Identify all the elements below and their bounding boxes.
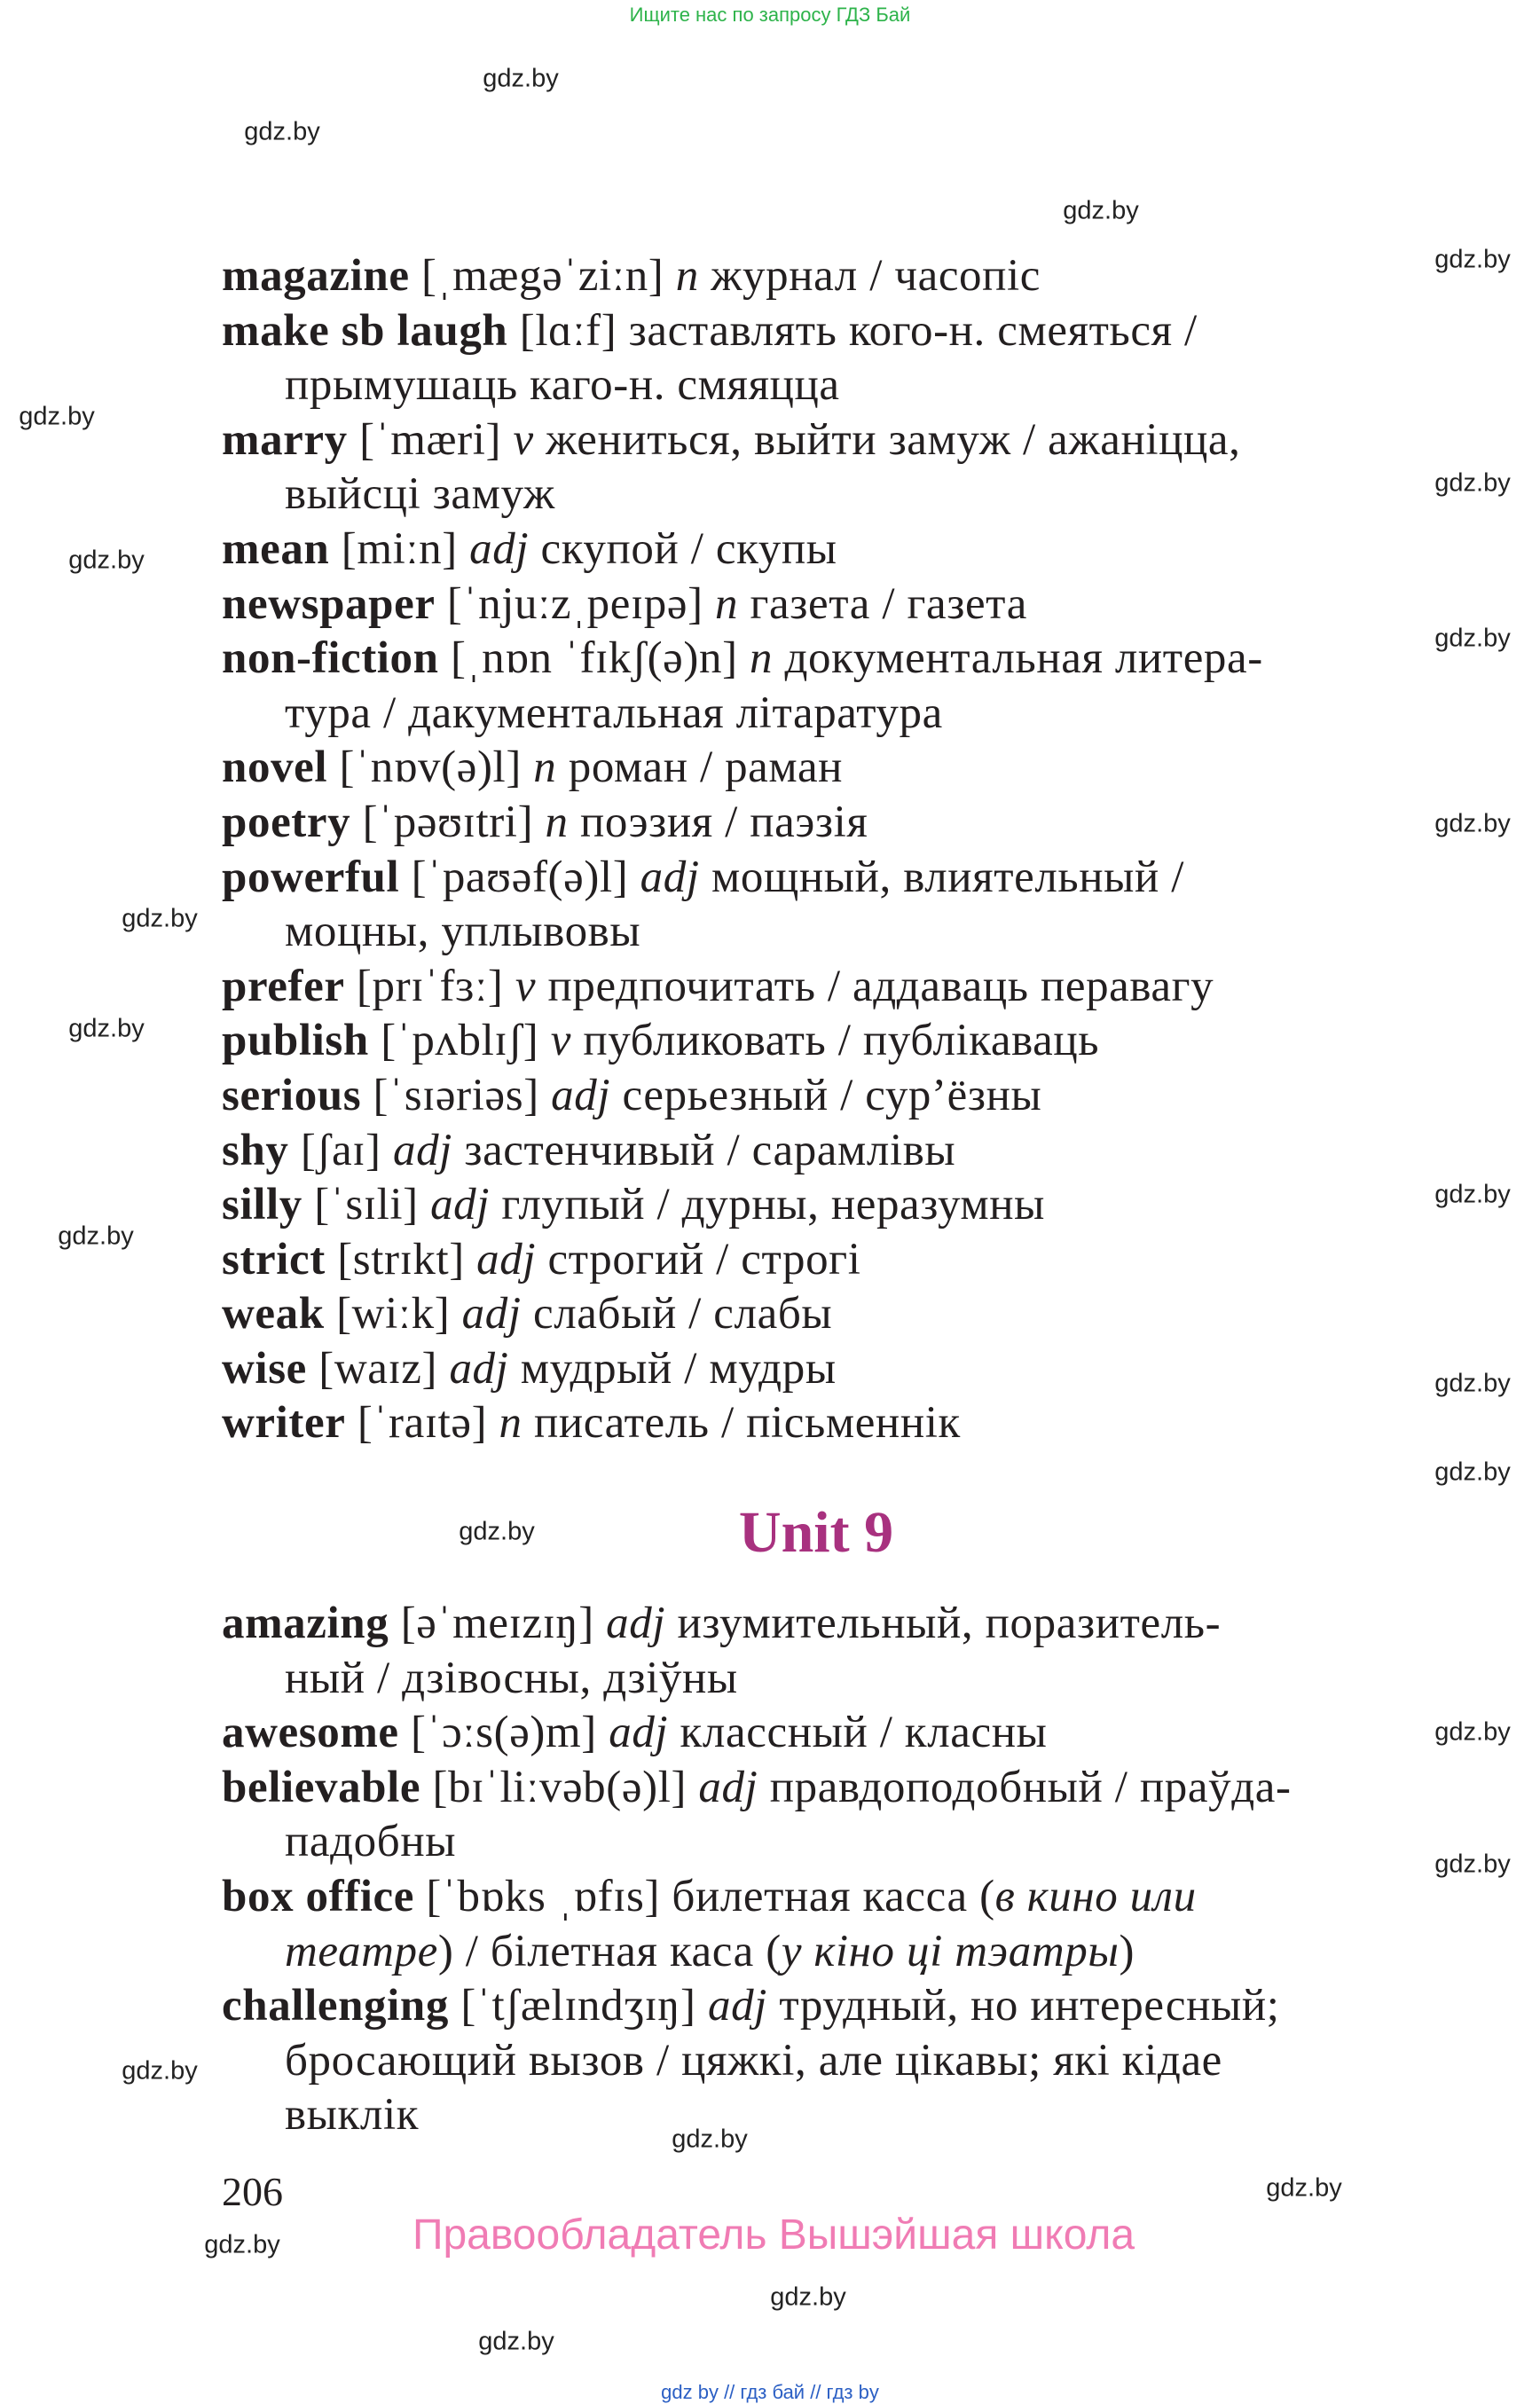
watermark: gdz.by <box>1434 809 1511 838</box>
headword: writer <box>222 1398 346 1449</box>
watermark: gdz.by <box>1434 1850 1511 1879</box>
watermark: gdz.by <box>478 2327 554 2356</box>
part-of-speech: v <box>515 961 537 1011</box>
headword: box office <box>222 1871 415 1921</box>
entry-text: [ˈnjuːzˌpeɪpə] <box>435 578 716 629</box>
watermark: gdz.by <box>1063 196 1139 225</box>
headword: novel <box>222 742 328 793</box>
watermark: gdz.by <box>244 117 320 146</box>
dictionary-entry <box>222 1233 1410 1288</box>
dictionary-entry <box>222 1124 1410 1179</box>
entry-text: [ˌmægəˈziːn] <box>409 251 676 301</box>
entry-text: публиковать / публікаваць <box>570 1016 1100 1066</box>
dictionary-entry <box>222 522 1410 577</box>
entry-text: изумительный, поразитель- ный / дзівосны, дзіўны <box>285 1599 1222 1703</box>
entry-text: жениться, выйти замуж / ажаніцца, выйсці замуж <box>285 414 1241 520</box>
header-search-note: Ищите нас по запросу ГДЗ Бай <box>629 4 911 26</box>
entry-text: [ˌnɒn ˈfɪkʃ(ə)n] <box>438 633 750 684</box>
footer-links[interactable]: gdz by // гдз бай // гдз by <box>661 2381 879 2403</box>
entry-text: журнал / часопіс <box>698 251 1041 301</box>
entry-text: [ˈpaʊəf(ə)l] <box>399 852 640 902</box>
watermark: gdz.by <box>19 402 95 431</box>
watermark: gdz.by <box>770 2282 846 2312</box>
entry-text: [wiːk] <box>324 1289 462 1339</box>
entry-text: [miːn] <box>329 523 470 574</box>
entry-text: мудрый / мудры <box>508 1343 837 1394</box>
dictionary-entry <box>222 577 1410 632</box>
dictionary-entry <box>222 1597 1410 1706</box>
watermark: gdz.by <box>58 1222 134 1251</box>
watermark: gdz.by <box>204 2230 280 2259</box>
headword: prefer <box>222 961 345 1011</box>
watermark: gdz.by <box>1434 624 1511 653</box>
entry-text: серьезный / сур’ёзны <box>610 1070 1042 1120</box>
part-of-speech: n <box>675 251 699 301</box>
headword: serious <box>222 1070 362 1120</box>
entry-text: [ˈnɒv(ə)l] <box>327 742 534 793</box>
part-of-speech: adj <box>449 1343 509 1394</box>
part-of-speech: adj <box>609 1708 669 1758</box>
entry-text: роман / раман <box>556 742 844 793</box>
part-of-speech: adj <box>551 1070 611 1120</box>
entry-text: строгий / строгі <box>536 1234 861 1284</box>
watermark: gdz.by <box>1434 1369 1511 1398</box>
dictionary-entry <box>222 741 1410 796</box>
part-of-speech: у кіно ці тэатры <box>781 1926 1120 1976</box>
dictionary-entry <box>222 1396 1410 1451</box>
part-of-speech: adj <box>392 1125 452 1175</box>
entry-text: [lɑːf] заставлять кого-н. смеяться / прымушаць каго-н. смяяцца <box>285 305 1198 411</box>
dictionary-entry <box>222 960 1410 1015</box>
part-of-speech: n <box>533 742 557 793</box>
entry-text: скупой / скупы <box>529 523 837 574</box>
entry-text: трудный, но интересный; бросающий вызов / цяжкі, але цікавы; які кідае выклік <box>285 1981 1280 2141</box>
part-of-speech: adj <box>461 1289 522 1339</box>
watermark: gdz.by <box>483 64 559 93</box>
entry-text: правдоподобный / праўда- падобны <box>285 1762 1292 1867</box>
headword: magazine <box>222 251 410 301</box>
watermark: gdz.by <box>459 1517 535 1546</box>
part-of-speech: adj <box>606 1599 666 1648</box>
part-of-speech: adj <box>640 852 700 902</box>
watermark: gdz.by <box>672 2125 748 2154</box>
entry-text: [ʃaɪ] <box>288 1125 393 1175</box>
headword: mean <box>222 523 330 574</box>
watermark: gdz.by <box>1434 1717 1511 1747</box>
entry-text: [prɪˈfɜː] <box>344 961 515 1011</box>
entry-text: [ˈbɒks ˌɒfɪs] билетная касса ( <box>414 1871 995 1921</box>
page-number: 206 <box>222 2169 283 2214</box>
dictionary-entry <box>222 1342 1410 1397</box>
entry-text: ) / білетная каса ( <box>437 1926 782 1976</box>
vocabulary-list-section-1 <box>222 249 1410 1451</box>
headword: wise <box>222 1343 307 1394</box>
entry-text: писатель / пісьменнік <box>522 1398 961 1449</box>
part-of-speech: adj <box>476 1234 537 1284</box>
part-of-speech: adj <box>469 523 530 574</box>
part-of-speech: adj <box>430 1180 491 1230</box>
part-of-speech: adj <box>707 1981 767 2031</box>
watermark: gdz.by <box>122 2056 198 2086</box>
entry-text: [ˈmæri] <box>347 414 514 465</box>
entry-text: [ˈɔːs(ə)m] <box>398 1708 609 1758</box>
headword: publish <box>222 1016 369 1066</box>
dictionary-entry <box>222 632 1410 741</box>
entry-text: классный / класны <box>668 1708 1048 1758</box>
dictionary-entry <box>222 1069 1410 1124</box>
dictionary-entry <box>222 1706 1410 1761</box>
headword: newspaper <box>222 578 436 629</box>
watermark: gdz.by <box>1434 245 1511 274</box>
entry-text: застенчивый / сарамлівы <box>452 1125 956 1175</box>
headword: strict <box>222 1234 326 1284</box>
dictionary-entry <box>222 249 1410 304</box>
entry-text: [ˈpəʊɪtri] <box>350 797 546 847</box>
headword: amazing <box>222 1599 389 1648</box>
entry-text: [ˈpʌblɪʃ] <box>368 1016 551 1066</box>
entry-text: [strɪkt] <box>325 1234 477 1284</box>
entry-text: [ˈtʃælɪndʒɪŋ] <box>448 1981 708 2031</box>
headword: challenging <box>222 1981 449 2031</box>
headword: make sb laugh <box>222 305 508 356</box>
headword: believable <box>222 1762 421 1812</box>
watermark: gdz.by <box>1434 1457 1511 1487</box>
copyright-notice: Правообладатель Вышэйшая школа <box>412 2212 1135 2259</box>
dictionary-entry <box>222 796 1410 851</box>
headword: silly <box>222 1180 302 1230</box>
part-of-speech: v <box>513 414 534 465</box>
dictionary-entry <box>222 1979 1410 2143</box>
headword: non-fiction <box>222 633 439 684</box>
entry-text: [waɪz] <box>306 1343 450 1394</box>
entry-text: [ˈsɪəriəs] <box>361 1070 552 1120</box>
dictionary-entry <box>222 1014 1410 1069</box>
part-of-speech: adj <box>698 1762 758 1812</box>
headword: powerful <box>222 852 400 902</box>
entry-text: [ˈraɪtə] <box>345 1398 499 1449</box>
entry-text: поэзия / паэзія <box>568 797 868 847</box>
unit-heading-row <box>0 1499 1540 1567</box>
entry-text: слабый / слабы <box>521 1289 833 1339</box>
watermark: gdz.by <box>1434 1180 1511 1209</box>
entry-text: глупый / дурны, неразумны <box>490 1180 1046 1230</box>
headword: poetry <box>222 797 351 847</box>
headword: awesome <box>222 1708 399 1758</box>
part-of-speech: n <box>750 633 774 684</box>
entry-text: [ˈsɪli] <box>302 1180 431 1230</box>
dictionary-entry <box>222 1287 1410 1342</box>
dictionary-entry <box>222 413 1410 522</box>
dictionary-entry <box>222 1178 1410 1233</box>
watermark: gdz.by <box>68 1014 145 1043</box>
part-of-speech: n <box>499 1398 522 1449</box>
dictionary-entry <box>222 851 1410 960</box>
headword: shy <box>222 1125 289 1175</box>
watermark: gdz.by <box>122 904 198 933</box>
watermark: gdz.by <box>1266 2173 1342 2203</box>
entry-text: предпочитать / аддаваць перавагу <box>536 961 1214 1011</box>
entry-text: документальная литера- тура / дакументальная літаратура <box>285 633 1263 738</box>
dictionary-entry <box>222 1870 1410 1979</box>
unit-heading: Unit 9 <box>738 1500 894 1565</box>
vocabulary-list-section-2 <box>222 1597 1410 2143</box>
entry-text: ) <box>1119 1926 1135 1976</box>
dictionary-entry <box>222 304 1410 413</box>
part-of-speech: n <box>715 578 739 629</box>
part-of-speech: в кино или театре <box>285 1871 1197 1976</box>
entry-text: мощный, влиятельный / моцны, уплывовы <box>285 852 1185 957</box>
entry-text: [bɪˈliːvəb(ə)l] <box>420 1762 699 1812</box>
headword: marry <box>222 414 348 465</box>
dictionary-entry <box>222 1761 1410 1870</box>
part-of-speech: v <box>550 1016 571 1066</box>
watermark: gdz.by <box>68 546 145 575</box>
entry-text: [əˈmeɪzɪŋ] <box>389 1599 607 1648</box>
part-of-speech: n <box>545 797 569 847</box>
headword: weak <box>222 1289 325 1339</box>
watermark: gdz.by <box>1434 468 1511 498</box>
entry-text: газета / газета <box>738 578 1027 629</box>
